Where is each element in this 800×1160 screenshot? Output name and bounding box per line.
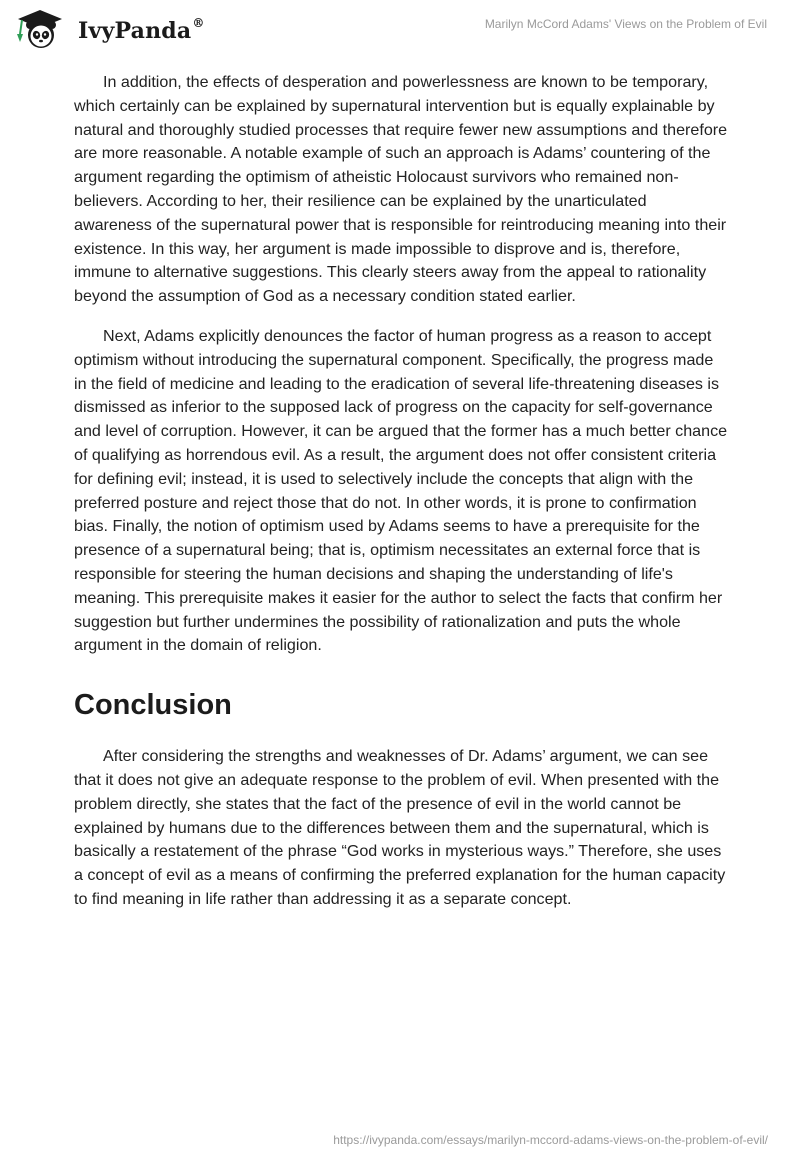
document-title: Marilyn McCord Adams' Views on the Problem of Evil	[484, 17, 767, 31]
section-heading-conclusion: Conclusion	[74, 689, 232, 722]
page-header	[0, 0, 800, 64]
source-url[interactable]: https://ivypanda.com/essays/marilyn-mccord-adams-views-on-the-problem-of-evil/	[333, 1133, 768, 1147]
body-paragraph: In addition, the effects of desperation and powerlessness are known to be temporary, which certainly can be explained by supernatural intervention but is equally explainable by natural and thoroughly studied processes that require fewer new assumptions and therefore are more reasonable. A notable example of such an approach is Adams’ countering of the argument regarding the optimism of atheistic Holocaust survivors who remained non-believers. According to her, their resilience can be explained by the unarticulated awareness of the supernatural power that is responsible for reintroducing meaning into their existence. In this way, her argument is made impossible to disprove and is, therefore, immune to alternative suggestions. This clearly steers away from the appeal to rationality beyond the assumption of God as a necessary condition stated earlier.	[74, 73, 728, 306]
brand-name: IvyPanda®	[78, 15, 205, 44]
essay-body	[74, 71, 728, 928]
body-paragraph: Next, Adams explicitly denounces the factor of human progress as a reason to accept optimism without introducing the supernatural component. Specifically, the progress made in the field of medicine and leading to the eradication of several life-threatening diseases is dismissed as inferior to the supposed lack of progress on the capacity for self-governance and level of corruption. However, it can be argued that the former has a much better chance of qualifying as horrendous evil. As a result, the argument does not offer consistent criteria for defining evil; instead, it is used to selectively include the concepts that align with the preferred posture and reject those that do not. In other words, it is prone to confirmation bias. Finally, the notion of optimism used by Adams seems to have a prerequisite for the presence of a supernatural being; that is, optimism necessitates an external force that is responsible for steering the human decisions and shaping the understanding of life's meaning. This prerequisite makes it easier for the author to select the facts that confirm her suggestion but further undermines the possibility of rationalization and puts the whole argument in the domain of religion.	[74, 326, 728, 655]
site-logo[interactable]	[14, 8, 205, 50]
panda-graduation-cap-icon	[14, 8, 72, 50]
conclusion-paragraph: After considering the strengths and weaknesses of Dr. Adams’ argument, we can see that it does not give an adequate response to the problem of evil. When presented with the problem directly, she states that the fact of the presence of evil in the world cannot be explained by humans due to the differences between them and the supernatural, which is basically a restatement of the phrase “God works in mysterious ways.” Therefore, she uses a concept of evil as a means of confirming the preferred explanation for the human capacity to find meaning in life rather than addressing it as a separate concept.	[74, 747, 726, 908]
trademark-symbol: ®	[192, 15, 205, 30]
